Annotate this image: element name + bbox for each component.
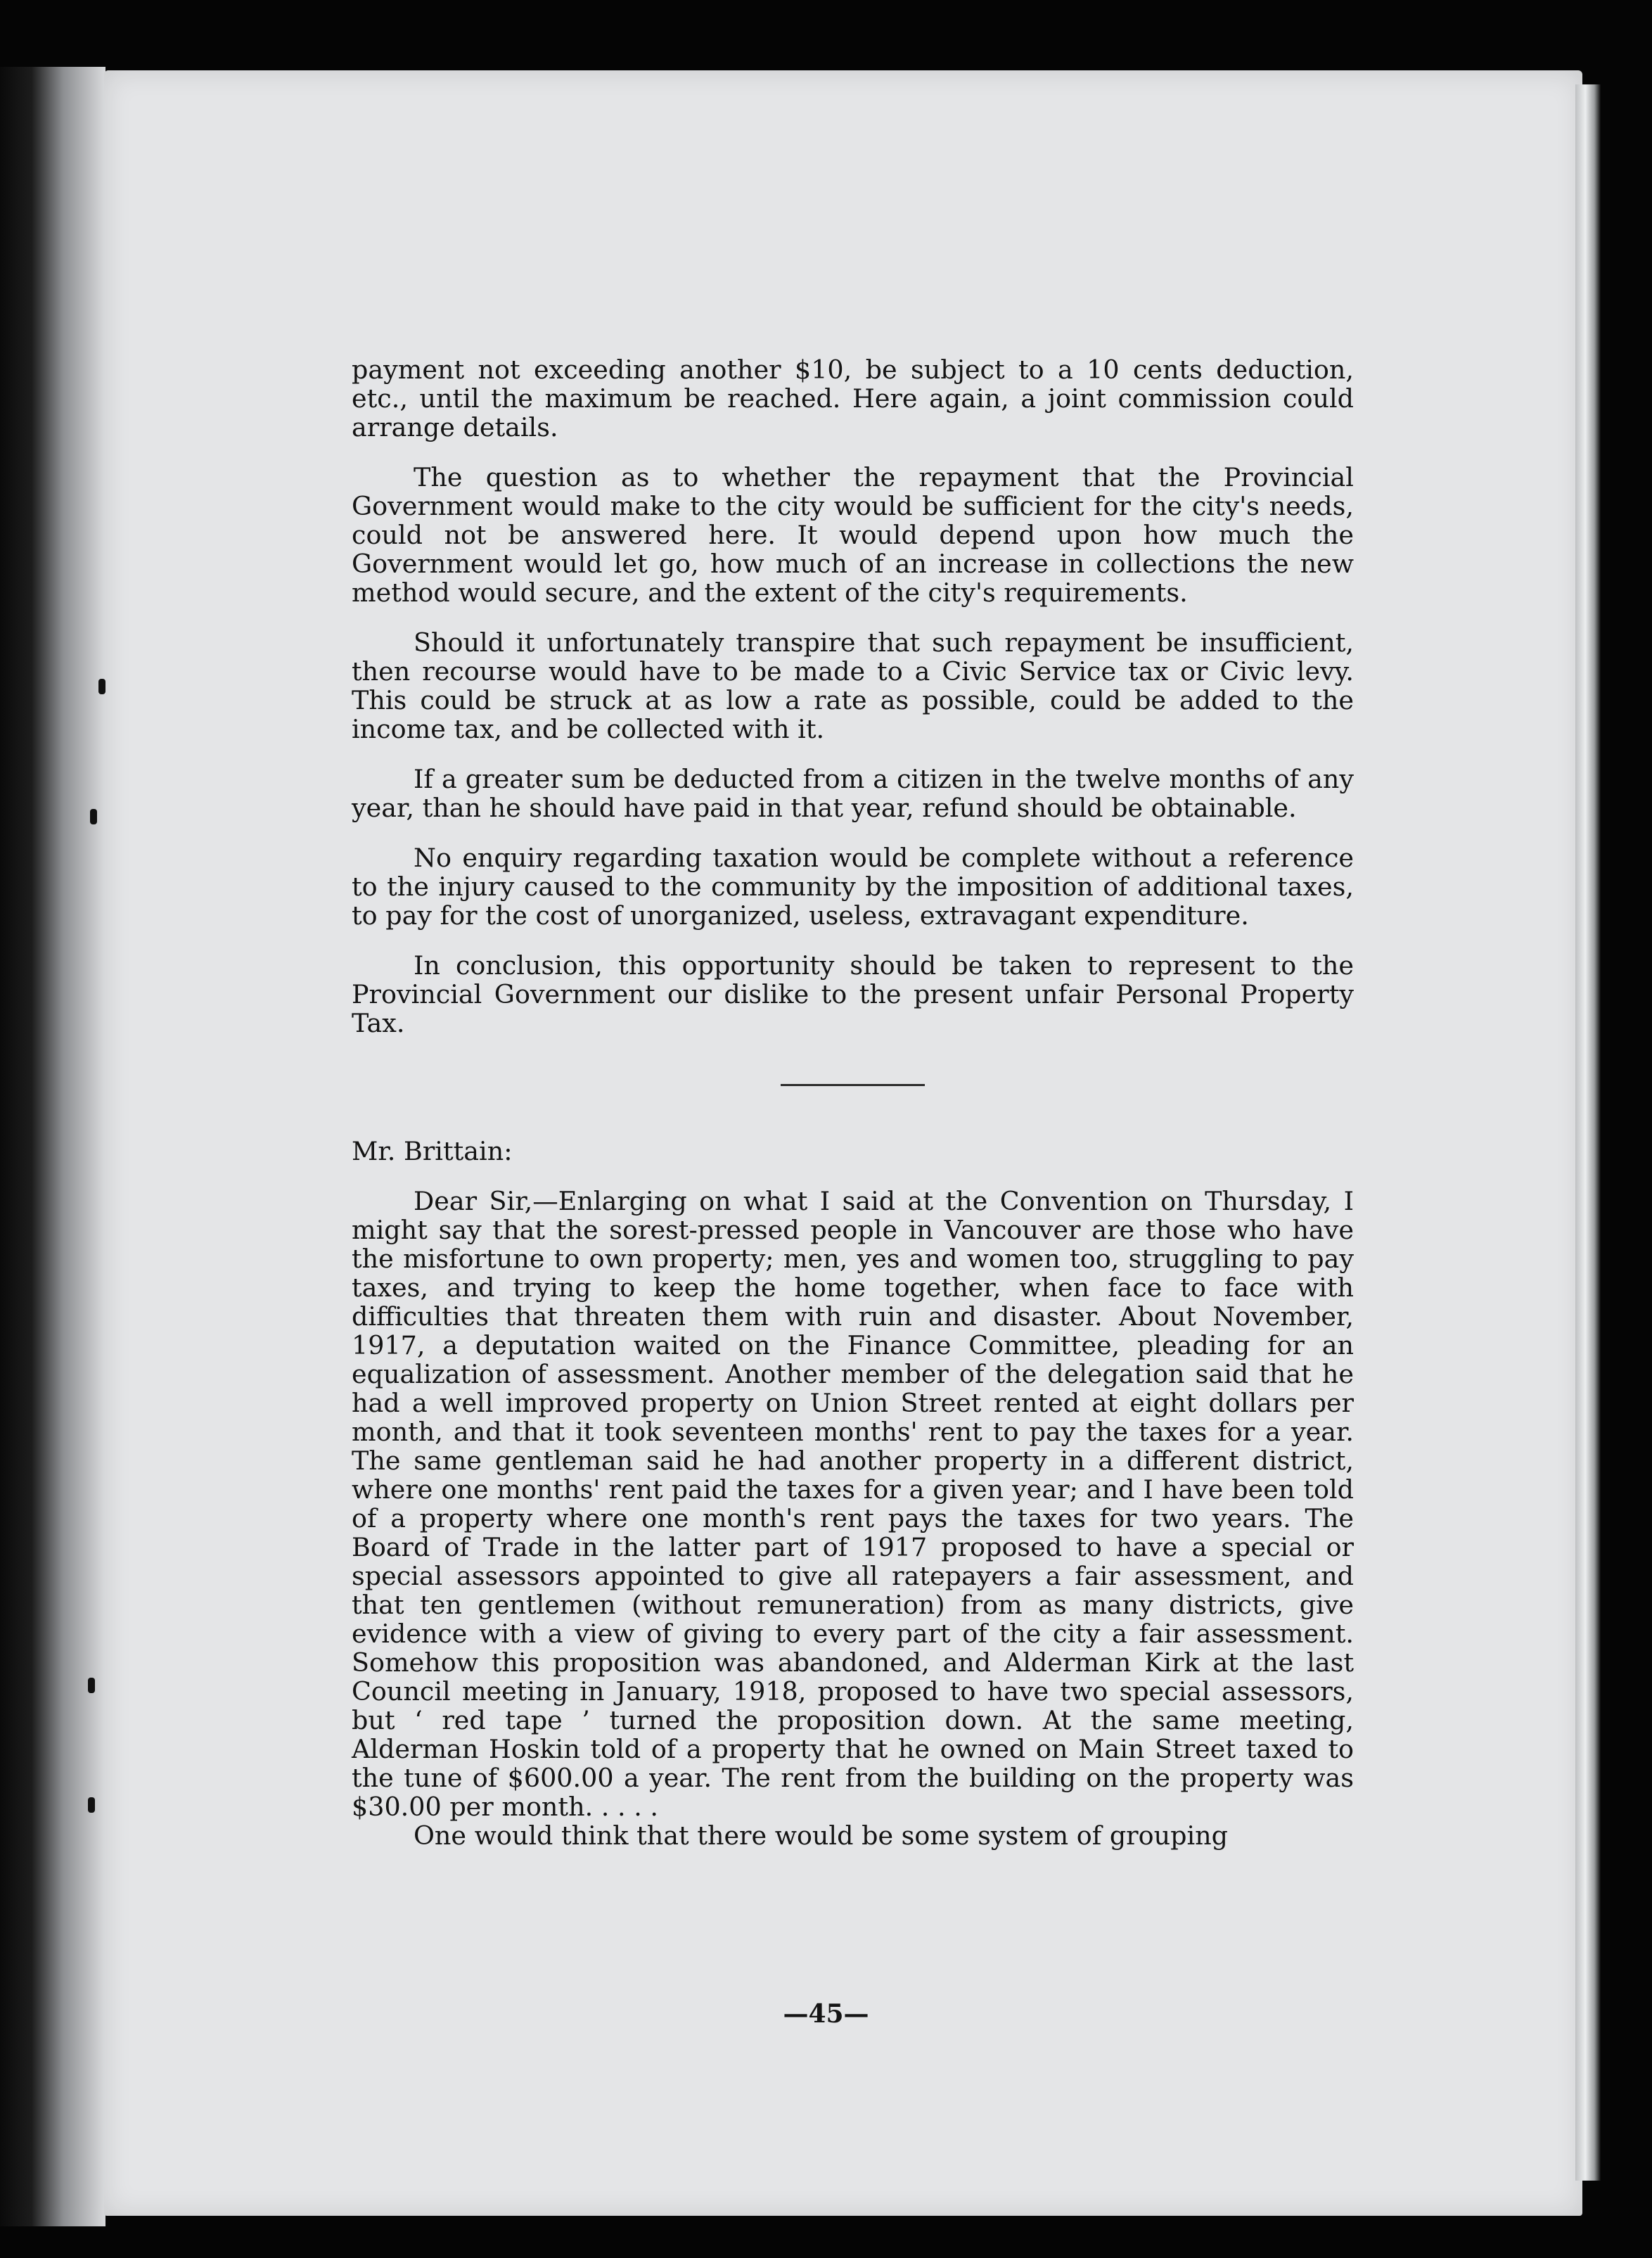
paragraph: No enquiry regarding taxation would be complete without a reference to the injury caused to the community by the imposition of additional taxes, to pay for the cost of unorganized, useless, extravagant expenditure. [352, 843, 1354, 931]
binding-mark [88, 1797, 95, 1813]
paragraph: The question as to whether the repayment that the Provincial Government would make to the city would be sufficient for the city's needs, could not be answered here. It would depend upon how much the Government would let go, how much of an increase in collections the new method would secure, and the extent of the city's requirements. [352, 462, 1354, 608]
page-number: —45— [783, 1999, 869, 2029]
binding-mark [90, 809, 97, 824]
binding-mark [88, 1678, 95, 1693]
paragraph: If a greater sum be deducted from a citizen in the twelve months of any year, than he should have paid in that year, refund should be obtainable. [352, 764, 1354, 823]
paragraph: In conclusion, this opportunity should be taken to represent to the Provincial Government our dislike to the present unfair Personal Property Tax. [352, 950, 1354, 1038]
section-divider [781, 1084, 925, 1086]
letter-paragraph: Dear Sir,—Enlarging on what I said at the Convention on Thursday, I might say that the sorest-pressed people in Vancouver are those who have the misfortune to own property; men, yes and women too, struggling to pay taxes, and trying to keep the home together, when face to face with difficulties that threaten them with ruin and disaster. About November, 1917, a deputation waited on the Finance Committee, pleading for an equalization of assessment. Another member of the delegation said that he had a well improved property on Union Street rented at eight dollars per month, and that it took seventeen months' rent to pay the taxes for a year. The same gentleman said he had another property in a different district, where one months' rent paid the taxes for a given year; and I have been told of a property where one month's rent pays the taxes for two years. The Board of Trade in the latter part of 1917 proposed to have a special or special assessors appointed to give all ratepayers a fair assessment, and that ten gentlemen (without remuneration) from as many districts, give evidence with a view of giving to every part of the city a fair assessment. Somehow this proposition was abandoned, and Alderman Kirk at the last Council meeting in January, 1918, proposed to have two special assessors, but ‘ red tape ’ turned the proposition down. At the same meeting, Alderman Hoskin told of a property that he owned on Main Street taxed to the tune of $600.00 a year. The rent from the building on the property was $30.00 per month. . . . . [352, 1186, 1354, 1822]
page-edge-right [1575, 84, 1601, 2181]
letter-paragraph: One would think that there would be some system of grouping [414, 1820, 1229, 1851]
paragraph: Should it unfortunately transpire that such repayment be insufficient, then recourse would have to be made to a Civic Service tax or Civic levy. This could be struck at as low a rate as possible, could be added to the income tax, and be collected with it. [352, 627, 1354, 744]
page-text [352, 355, 1354, 1850]
paragraph: payment not exceeding another $10, be subject to a 10 cents deduction, etc., until the maximum be reached. Here again, a joint commission could arrange details. [352, 355, 1354, 442]
letter [352, 1137, 1354, 1850]
book-binding-left [0, 67, 105, 2226]
letter-salutation: Mr. Brittain: [352, 1136, 513, 1166]
binding-mark [98, 679, 105, 694]
